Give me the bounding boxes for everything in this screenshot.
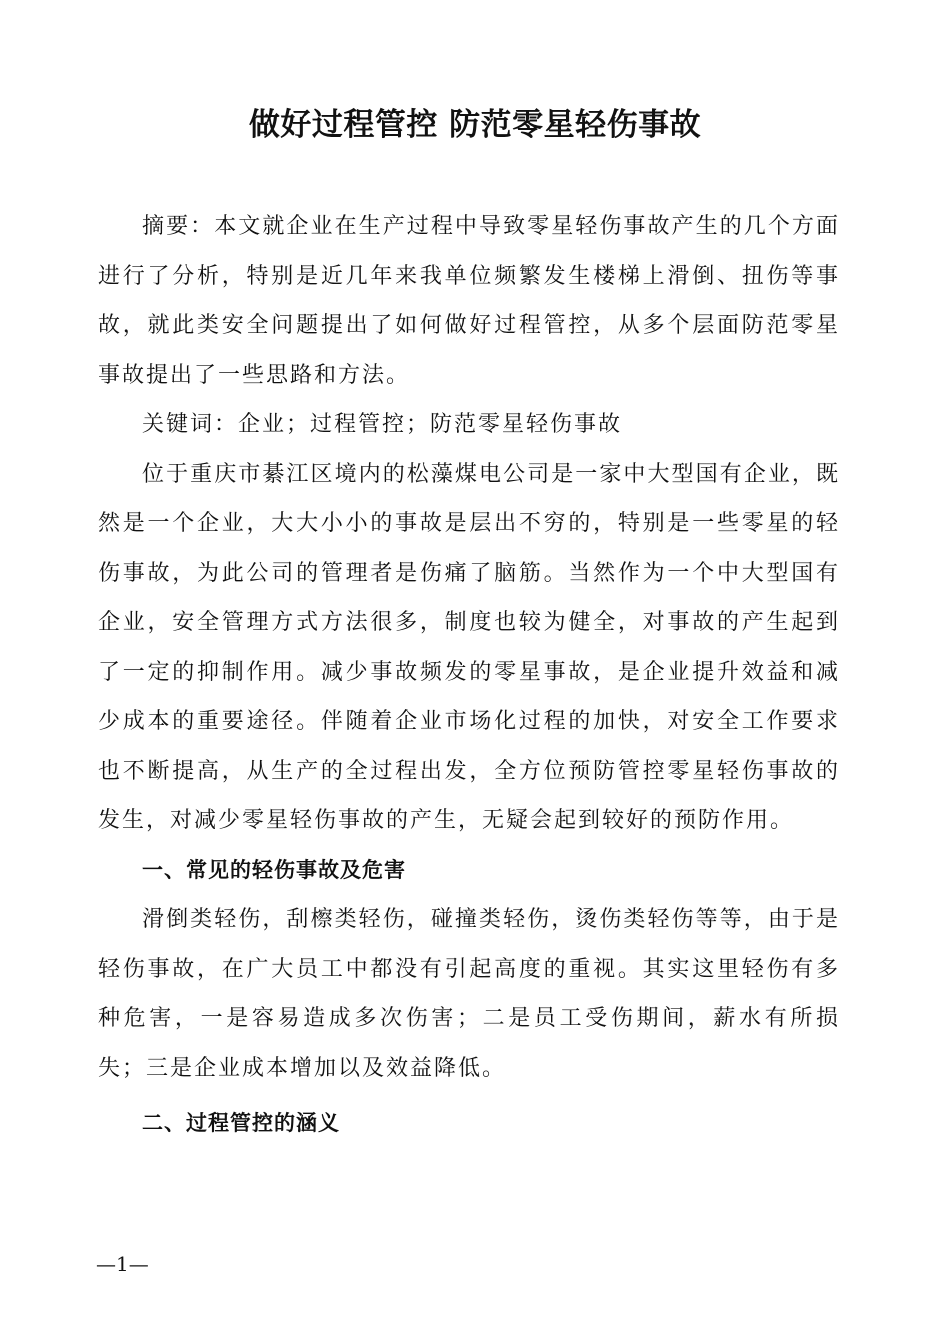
page-number: —1— bbox=[96, 1252, 149, 1276]
keywords-paragraph: 关键词：企业；过程管控；防范零星轻伤事故 bbox=[142, 412, 623, 437]
section-heading-1: 一、常见的轻伤事故及危害 bbox=[142, 857, 406, 882]
section-heading-2: 二、过程管控的涵义 bbox=[142, 1111, 340, 1135]
abstract-paragraph: 摘要：本文就企业在生产过程中导致零星轻伤事故产生的几个方面进行了分析，特别是近几年来我单位频繁发生楼梯上滑倒、扭伤等事故，就此类安全问题提出了如何做好过程管控，从多个层面防范零星事故提出了一些思路和方法。 bbox=[98, 214, 840, 388]
section-1-paragraph: 滑倒类轻伤，刮檫类轻伤，碰撞类轻伤，烫伤类轻伤等等，由于是轻伤事故，在广大员工中都没有引起高度的重视。其实这里轻伤有多种危害，一是容易造成多次伤害；二是员工受伤期间，薪水有所损失；三是企业成本增加以及效益降低。 bbox=[98, 907, 840, 1081]
intro-paragraph: 位于重庆市綦江区境内的松藻煤电公司是一家中大型国有企业，既然是一个企业，大大小小的事故是层出不穷的，特别是一些零星的轻伤事故，为此公司的管理者是伤痛了脑筋。当然作为一个中大型国有企业，安全管理方式方法很多，制度也较为健全，对事故的产生起到了一定的抑制作用。减少事故频发的零星事故，是企业提升效益和减少成本的重要途径。伴随着企业市场化过程的加快，对安全工作要求也不断提高，从生产的全过程出发，全方位预防管控零星轻伤事故的发生，对减少零星轻伤事故的产生，无疑会起到较好的预防作用。 bbox=[98, 461, 840, 833]
document-title: 做好过程管控 防范零星轻伤事故 bbox=[248, 107, 702, 143]
document-body bbox=[98, 202, 840, 1149]
